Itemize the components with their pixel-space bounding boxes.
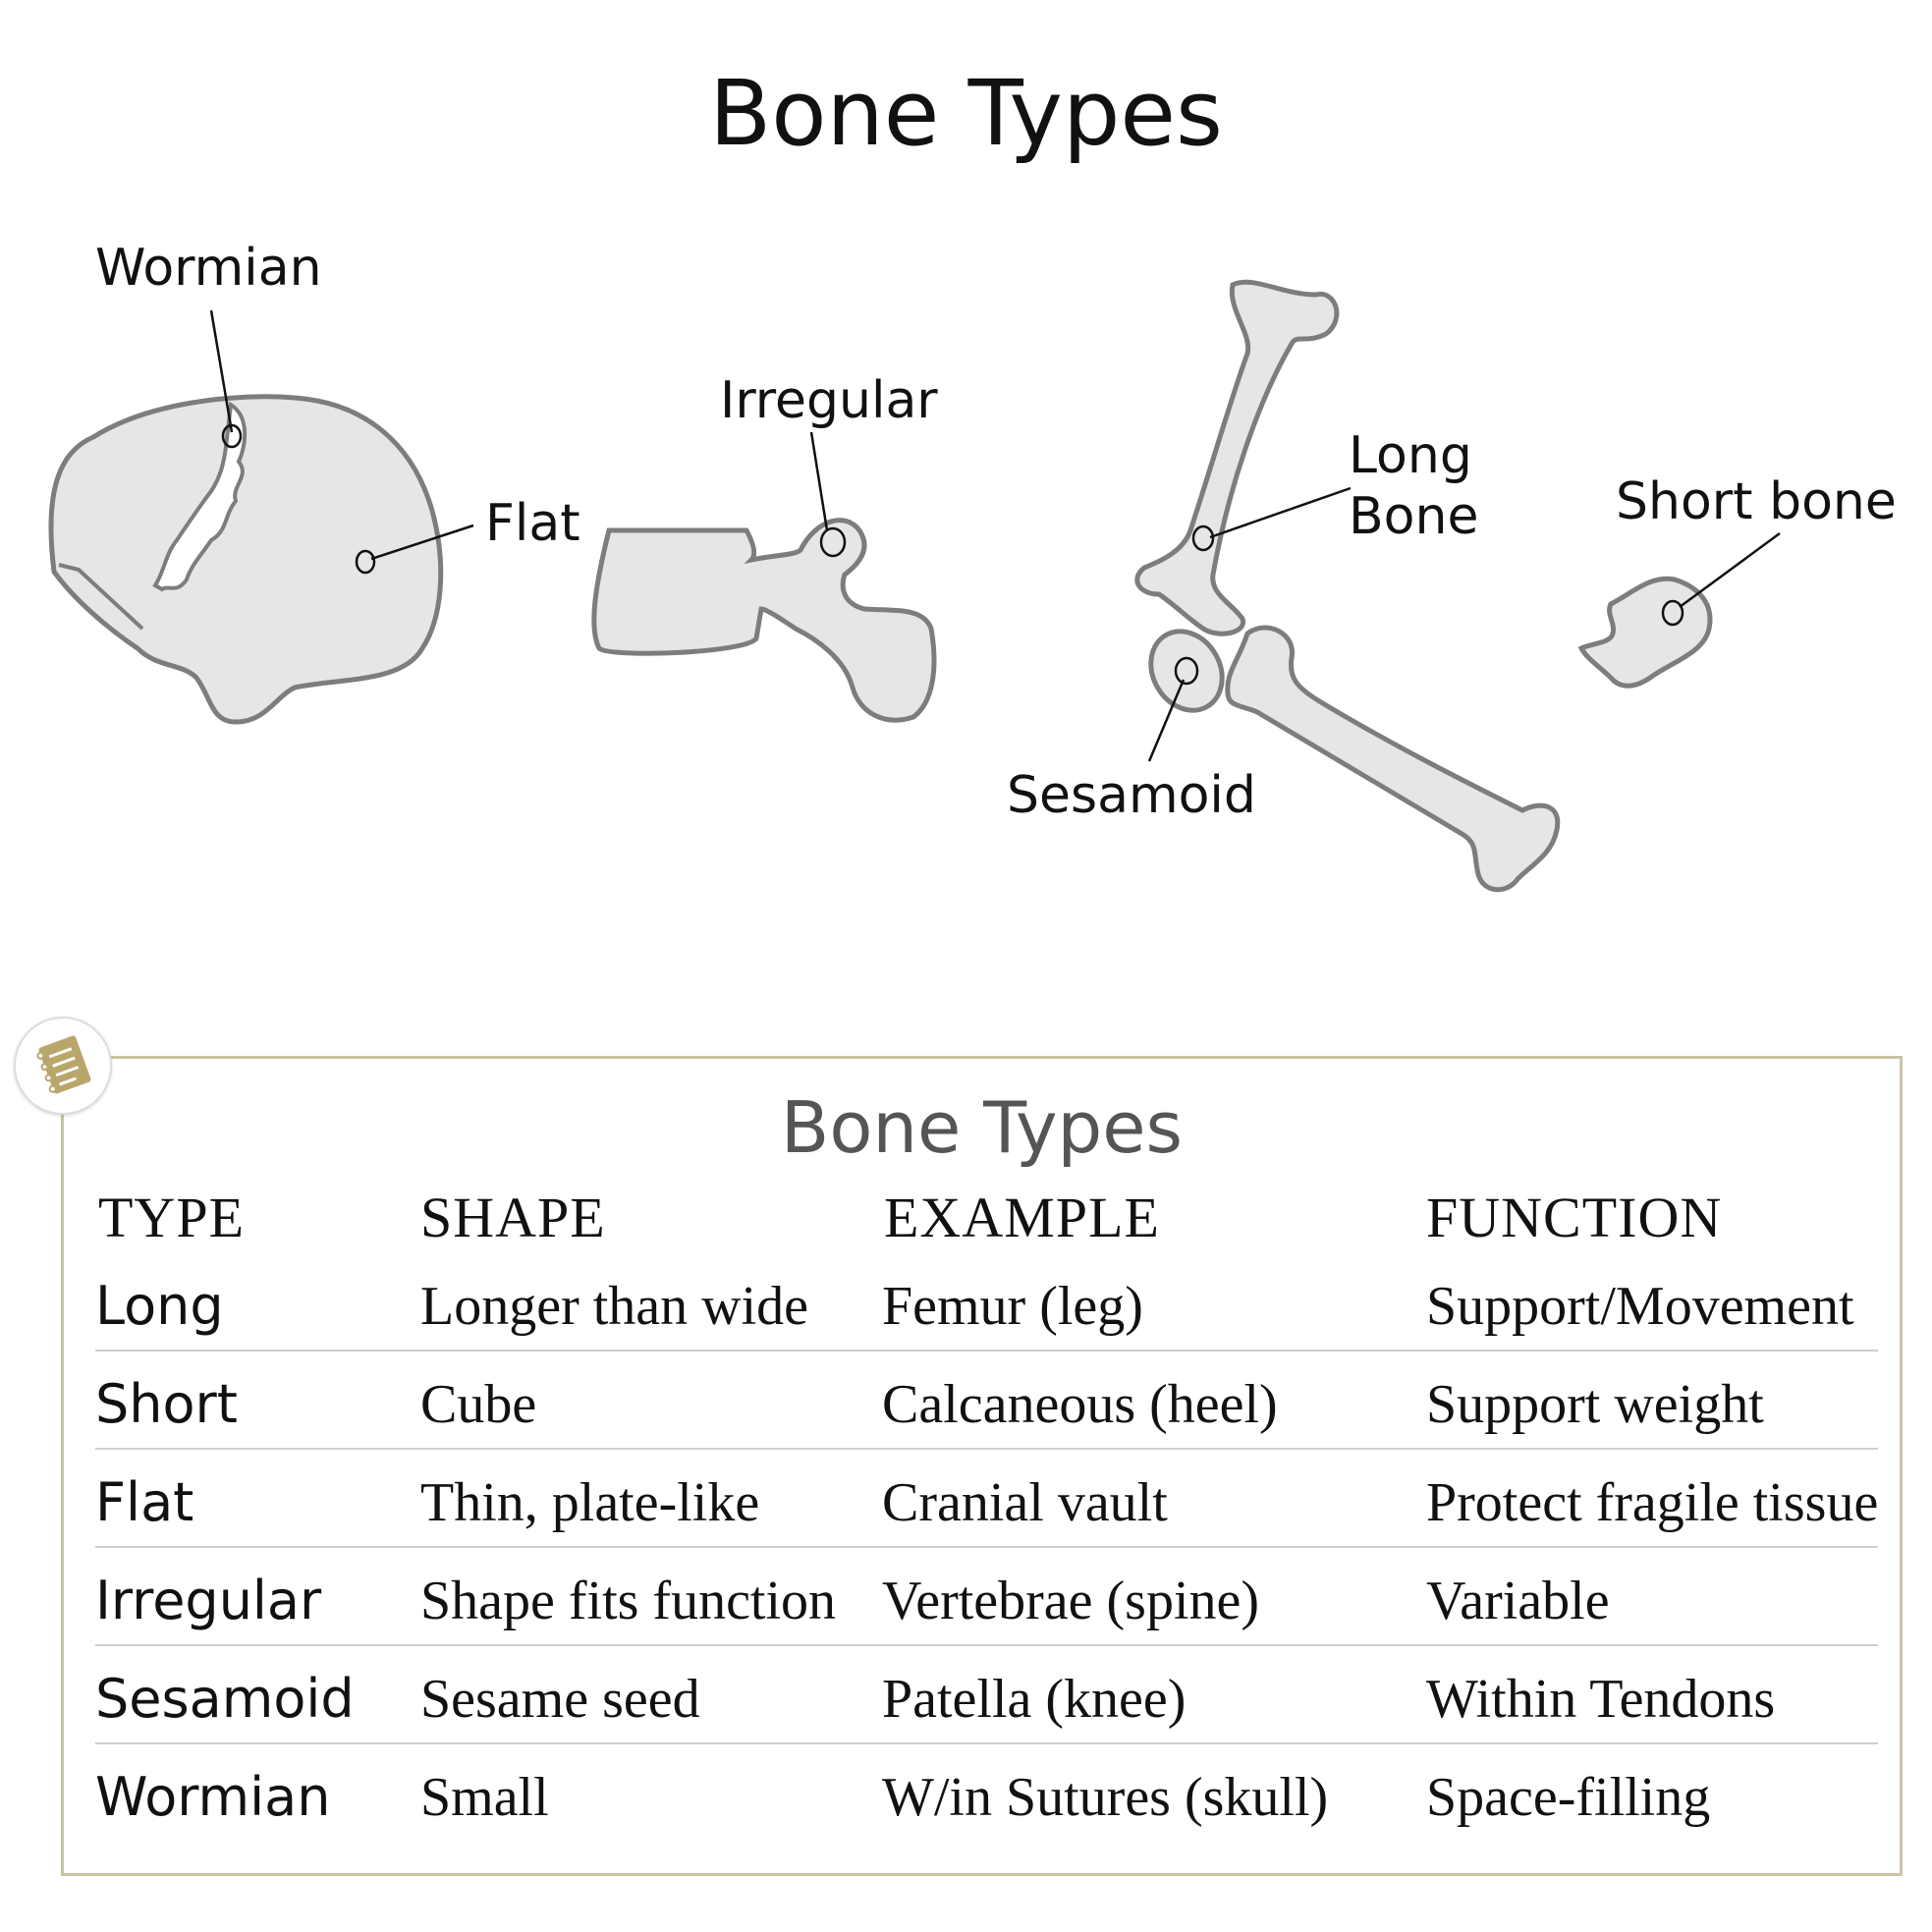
table-row xyxy=(95,1450,1878,1548)
short-bone-shape xyxy=(1581,579,1710,686)
table-row xyxy=(95,1253,1878,1352)
bone-types-table-card xyxy=(61,1056,1903,1876)
long-bone-illustration xyxy=(1137,282,1337,634)
vertebra-shape xyxy=(594,521,934,721)
label-long-bone-line2: Bone xyxy=(1349,487,1479,546)
table-row xyxy=(95,1548,1878,1646)
cell-type: Irregular xyxy=(95,1570,322,1631)
label-irregular: Irregular xyxy=(720,371,938,430)
cell-function: Support/Movement xyxy=(1426,1276,1854,1337)
cell-type: Wormian xyxy=(95,1766,331,1828)
cell-example: Vertebrae (spine) xyxy=(882,1571,1260,1631)
cell-function: Space-filling xyxy=(1426,1767,1711,1828)
skull-shape xyxy=(51,397,441,722)
lower-long-bone-illustration xyxy=(1228,628,1558,890)
header-example: EXAMPLE xyxy=(884,1186,1160,1249)
cell-shape: Shape fits function xyxy=(420,1571,837,1631)
cell-type: Short xyxy=(95,1373,238,1435)
cell-function: Protect fragile tissue xyxy=(1426,1472,1879,1533)
cell-type: Flat xyxy=(95,1471,194,1533)
cell-type: Sesamoid xyxy=(95,1668,355,1730)
cell-function: Support weight xyxy=(1426,1374,1764,1435)
label-flat: Flat xyxy=(485,494,580,553)
table-row xyxy=(95,1744,1878,1843)
label-short-bone: Short bone xyxy=(1616,472,1897,531)
short-bone-leader-line xyxy=(1680,533,1780,607)
cell-shape: Sesame seed xyxy=(420,1669,700,1730)
cell-shape: Thin, plate-like xyxy=(420,1472,760,1533)
page-title: Bone Types xyxy=(709,61,1223,166)
cell-example: Calcaneous (heel) xyxy=(882,1374,1278,1435)
header-shape: SHAPE xyxy=(420,1186,606,1249)
table-row xyxy=(95,1646,1878,1744)
cell-example: W/in Sutures (skull) xyxy=(882,1767,1329,1828)
label-long-bone-line1: Long xyxy=(1349,426,1472,485)
irregular-leader-line xyxy=(811,432,827,530)
cell-shape: Longer than wide xyxy=(420,1276,808,1337)
table-title: Bone Types xyxy=(780,1086,1184,1169)
label-wormian: Wormian xyxy=(95,239,322,298)
cell-function: Within Tendons xyxy=(1426,1669,1776,1730)
long-bone-shape xyxy=(1137,282,1337,634)
vertebra-illustration xyxy=(594,521,934,721)
cell-shape: Cube xyxy=(420,1374,537,1435)
lower-long-bone-shape xyxy=(1228,628,1558,890)
cell-shape: Small xyxy=(420,1767,549,1828)
label-sesamoid: Sesamoid xyxy=(1007,766,1256,825)
cell-example: Cranial vault xyxy=(882,1472,1168,1533)
skull-illustration xyxy=(51,397,441,722)
bone-diagram xyxy=(0,0,1932,943)
cell-example: Femur (leg) xyxy=(882,1276,1143,1337)
cell-type: Long xyxy=(95,1275,224,1337)
notebook-icon-graphic xyxy=(16,1019,110,1113)
header-type: TYPE xyxy=(98,1186,245,1249)
cell-function: Variable xyxy=(1426,1571,1610,1631)
table-row xyxy=(95,1352,1878,1450)
header-function: FUNCTION xyxy=(1426,1186,1723,1249)
notebook-icon xyxy=(14,1017,112,1115)
cell-example: Patella (knee) xyxy=(882,1669,1187,1730)
